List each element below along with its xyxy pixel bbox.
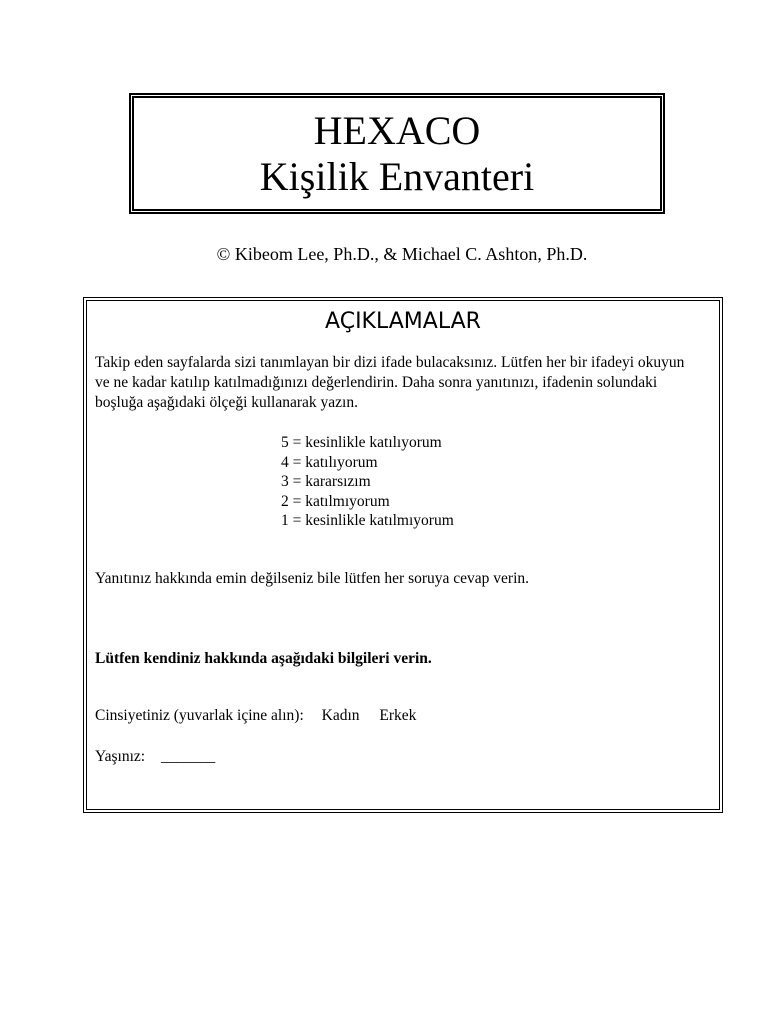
scale-item: 3 = kararsızım: [281, 473, 371, 490]
document-title: HEXACO: [313, 108, 481, 153]
age-blank-field[interactable]: _______: [160, 748, 216, 765]
info-prompt: Lütfen kendiniz hakkında aşağıdaki bilgileri verin.: [95, 650, 432, 667]
instructions-heading: AÇIKLAMALAR: [325, 309, 481, 334]
age-row: [95, 747, 215, 767]
copyright-notice: © Kibeom Lee, Ph.D., & Michael C. Ashton, Ph.D.: [216, 244, 588, 264]
gender-row: [95, 706, 416, 726]
age-label: Yaşınız:: [95, 748, 146, 765]
scale-item: 4 = katılıyorum: [281, 453, 378, 471]
gender-option-female[interactable]: Kadın: [321, 707, 360, 724]
title-box: [129, 93, 665, 214]
document-subtitle: Kişilik Envanteri: [259, 154, 535, 199]
scale-item: 2 = katılmıyorum: [281, 492, 390, 510]
scale-item: 5 = kesinlikle katılıyorum: [281, 434, 442, 451]
rating-scale: [281, 433, 454, 531]
gender-label: Cinsiyetiniz (yuvarlak içine alın):: [95, 707, 304, 724]
instructions-box: [83, 297, 723, 813]
instructions-intro: Takip eden sayfalarda sizi tanımlayan bir dizi ifade bulacaksınız. Lütfen her bir ifadeyi okuyun ve ne kadar katılıp katılmadığınızı değerlendirin. Daha sonra yanıtınızı, ifadenin solundaki boşluğa aşağıdaki ölçeği kullanarak yazın.: [95, 354, 685, 411]
answer-all-note: Yanıtınız hakkında emin değilseniz bile lütfen her soruya cevap verin.: [95, 570, 530, 587]
scale-item: 1 = kesinlikle katılmıyorum: [281, 512, 454, 529]
gender-option-male[interactable]: Erkek: [379, 707, 417, 724]
